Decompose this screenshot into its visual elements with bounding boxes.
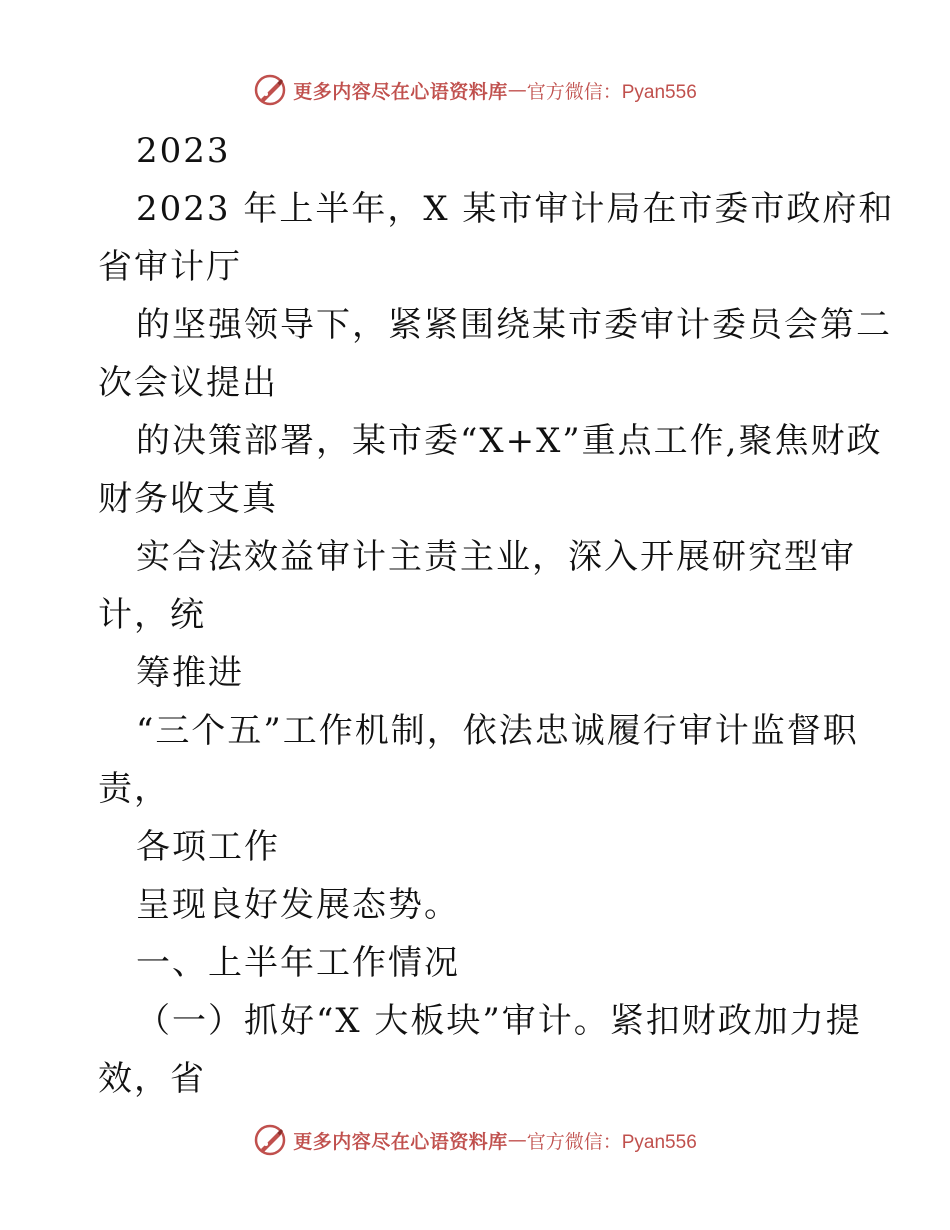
paragraph-line: 的决策部署，某市委“X+X”重点工作,聚焦财政	[136, 421, 883, 461]
paragraph-line: 各项工作	[136, 827, 280, 867]
paragraph-line: 效，省	[98, 1059, 206, 1099]
paragraph-line: 筹推进	[136, 653, 244, 693]
paragraph-line: 2023 年上半年，X 某市审计局在市委市政府和	[136, 189, 895, 229]
paragraph-line: 呈现良好发展态势。	[136, 885, 460, 925]
banner-separator: —	[507, 1129, 527, 1151]
document-body	[98, 122, 895, 1108]
paragraph-line: “三个五”工作机制，依法忠诚履行审计监督职	[136, 711, 859, 751]
paragraph-line: 的坚强领导下，紧紧围绕某市委审计委员会第二	[136, 305, 892, 345]
paragraph-line: 次会议提出	[98, 363, 278, 403]
paragraph-line: 省审计厅	[98, 247, 242, 287]
header-banner	[0, 70, 950, 110]
footer-banner	[0, 1120, 950, 1160]
paragraph-line: 责，	[98, 769, 170, 809]
banner-text: 更多内容尽在心语资料库	[293, 80, 508, 103]
banner-wechat: 官方微信：Pyan556	[526, 1131, 697, 1153]
paragraph-line: 财务收支真	[98, 479, 278, 519]
quill-pen-logo-icon	[253, 73, 287, 107]
banner-separator: —	[507, 79, 527, 101]
banner-wechat: 官方微信：Pyan556	[526, 81, 697, 103]
paragraph-line: 计，统	[98, 595, 206, 635]
paragraph-line: 2023	[136, 131, 231, 171]
section-heading: 一、上半年工作情况	[136, 943, 460, 983]
paragraph-line: 实合法效益审计主责主业，深入开展研究型审	[136, 537, 856, 577]
banner-text: 更多内容尽在心语资料库	[293, 1130, 508, 1153]
quill-pen-logo-icon	[253, 1123, 287, 1157]
paragraph-line: （一）抓好“X 大板块”审计。紧扣财政加力提	[136, 1001, 862, 1041]
